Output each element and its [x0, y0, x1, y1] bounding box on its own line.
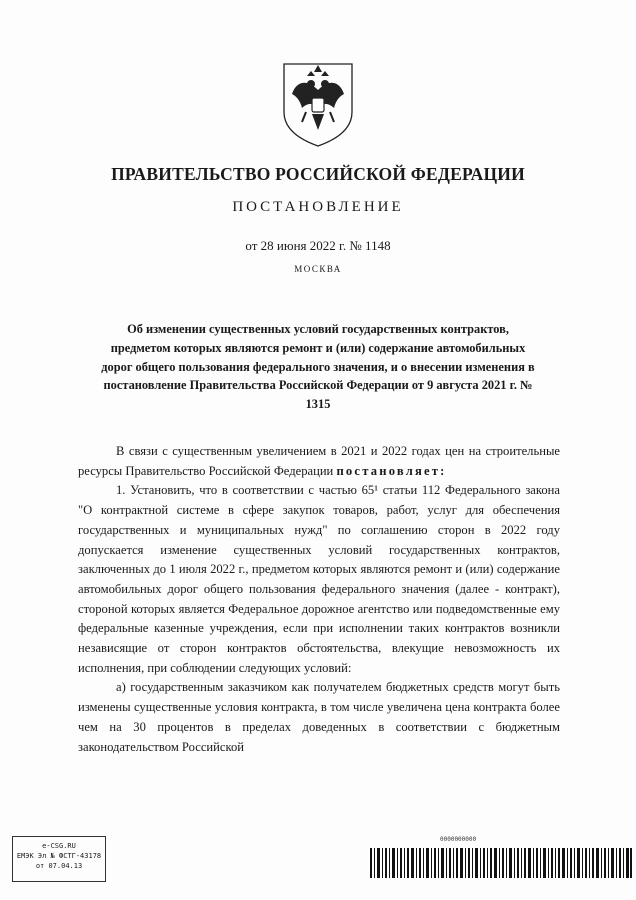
document-subject: Об изменении существенных условий государственных контрактов, предметом которых являются ремонт и (или) содержание автомобильных дорог общего пользования федерального значения, и о внесении изменения в постановление Правительства Российской Федерации от 9 августа 2021 г. № 1315: [101, 322, 535, 412]
stamp-line-3: от 07.04.13: [35, 862, 83, 870]
government-title: ПРАВИТЕЛЬСТВО РОССИЙСКОЙ ФЕДЕРАЦИИ: [111, 164, 525, 184]
intro-paragraph: [78, 442, 560, 481]
document-city: МОСКВА: [294, 264, 342, 274]
coat-of-arms-icon: [278, 60, 358, 148]
resolves-word: постановляет:: [336, 463, 447, 478]
electronic-signature-stamp: [12, 836, 106, 882]
document-type: ПОСТАНОВЛЕНИЕ: [232, 199, 404, 215]
document-body: [78, 442, 560, 757]
stamp-line-2: ЕМЭК Эл № ФСТГ-43178: [16, 852, 102, 860]
paragraph-2: а) государственным заказчиком как получателем бюджетных средств могут быть изменены существенные условия контракта, в том числе увеличена цена контракта более чем на 30 процентов в пределах доведенных в соответствии с бюджетным законодательством Российской: [78, 680, 560, 754]
barcode-number: 0000000000: [440, 836, 477, 843]
stamp-line-1: e-CSG.RU: [42, 842, 76, 850]
barcode-icon: [370, 848, 632, 878]
document-date-number: от 28 июня 2022 г. № 1148: [245, 238, 391, 253]
intro-text: В связи с существенным увеличением в 2021 и 2022 годах цен на строительные ресурсы Правительство Российской Федерации: [78, 444, 560, 478]
paragraph-1: 1. Установить, что в соответствии с частью 65¹ статьи 112 Федерального закона "О контрактной системе в сфере закупок товаров, работ, услуг для обеспечения государственных и муниципальных нужд" по соглашению сторон в 2022 году допускается изменение существенных условий государственных контрактов, заключенных до 1 июля 2022 г., предметом которых являются ремонт и (или) содержание автомобильных дорог общего пользования федерального значения (далее - контракт), стороной которых является Федеральное дорожное агентство или подведомственные ему федеральные казенные учреждения, если при исполнении таких контрактов возникли независящие от сторон контрактов обстоятельства, влекущие невозможность их исполнения, при соблюдении следующих условий:: [78, 483, 560, 675]
